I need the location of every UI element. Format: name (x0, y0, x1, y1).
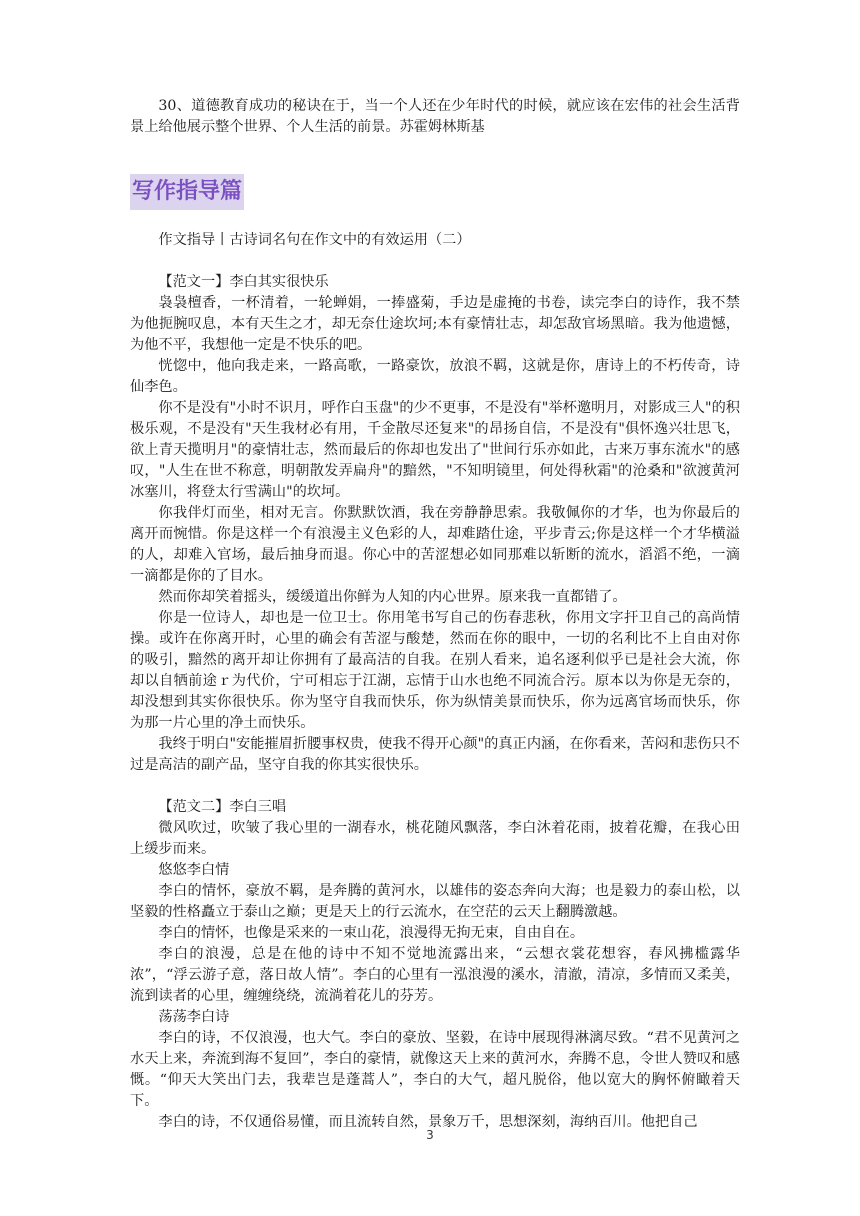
essay-paragraph: 李白的情怀，豪放不羁，是奔腾的黄河水，以雄伟的姿态奔向大海；也是毅力的泰山松，以坚毅的性格矗立于泰山之巅；更是天上的行云流水，在空茫的云天上翻腾激越。 (130, 883, 740, 920)
essay-title: 【范文一】李白其实很快乐 (158, 274, 329, 290)
guide-title: 作文指导丨古诗词名句在作文中的有效运用（二） (158, 232, 471, 248)
quote-30: 30、道德教育成功的秘诀在于，当一个人还在少年时代的时候，就应该在宏伟的社会生活背景上给他展示整个世界、个人生活的前景。苏霍姆林斯基 (130, 98, 740, 135)
essay-1 (130, 272, 740, 776)
essay-title: 【范文二】李白三唱 (158, 799, 287, 815)
essay-paragraph: 然而你却笑着摇头，缓缓道出你鲜为人知的内心世界。原来我一直都错了。 (158, 589, 627, 605)
essay-subheading: 悠悠李白情 (158, 862, 230, 878)
essay-paragraph: 李白的情怀，也像是采来的一束山花，浪漫得无拘无束，自由自在。 (158, 925, 585, 941)
essay-paragraph: 你是一位诗人，却也是一位卫士。你用笔书写自己的伤春悲秋，你用文字扞卫自己的高尚情操。或许在你离开时，心里的确会有苦涩与酸楚，然而在你的眼中，一切的名利比不上自由对你的吸引，黯然的离开却让你拥有了最高洁的自我。在别人看来，追名逐利似乎已是社会大流，你却以自牺前途ｒ为代价，宁可相忘于江湖，忘情于山水也绝不同流合污。原本以为你是无奈的，却没想到其实你很快乐。你为坚守自我而快乐，你为纵情美景而快乐，你为远离官场而快乐，你为那一片心里的净土而快乐。 (130, 610, 740, 731)
essay-paragraph: 我终于明白"安能摧眉折腰事权贵，使我不得开心颜"的真正内涵，在你看来，苦闷和悲伤只不过是高洁的副产品，坚守自我的你其实很快乐。 (130, 736, 740, 773)
essay-2 (130, 797, 740, 1133)
essay-paragraph: 李白的浪漫，总是在他的诗中不知不觉地流露出来，“云想衣裳花想容，春风拂槛露华浓”，“浮云游子意，落日故人情”。李白的心里有一泓浪漫的溪水，清澈，清凉，多情而又柔美，流到读者的心里，缠缠绕绕，流淌着花儿的芬芳。 (130, 946, 740, 1004)
essay-subheading: 荡荡李白诗 (158, 1009, 230, 1025)
essay-paragraph: 你我伴灯而坐，相对无言。你默默饮酒，我在旁静静思索。我敬佩你的才华，也为你最后的离开而惋惜。你是这样一个有浪漫主义色彩的人，却难踏仕途，平步青云;你是这样一个才华横溢的人，却难入官场，最后抽身而退。你心中的苦涩想必如同那难以斩断的流水，滔滔不绝，一滴一滴都是你的了目水。 (130, 505, 740, 584)
page-content (130, 96, 740, 1133)
essay-paragraph: 恍惚中，他向我走来，一路高歌，一路豪饮，放浪不羁，这就是你，唐诗上的不朽传奇，诗仙李色。 (130, 358, 740, 395)
essay-paragraph: 袅袅檀香，一杯清着，一轮蝉娟，一捧盛菊，手边是虚掩的书卷，读完李白的诗作，我不禁为他扼腕叹息，本有天生之才，却无奈仕途坎坷;本有豪情壮志，却怎敌官场黑暗。我为他遗憾，为他不平，我想他一定是不快乐的吧。 (130, 295, 740, 353)
section-heading: 写作指导篇 (130, 174, 244, 210)
page-number: 3 (426, 1128, 434, 1142)
essay-paragraph: 你不是没有"小时不识月，呼作白玉盘"的少不更事，不是没有"举杯邀明月，对影成三人"的积极乐观，不是没有"天生我材必有用，千金散尽还复来"的昂扬自信，不是没有"俱怀逸兴壮思飞，欲上青天揽明月"的豪情壮志，然而最后的你却也发出了"世间行乐亦如此，古来万事东流水"的感叹，"人生在世不称意，明朝散发弄扁舟"的黯然，"不知明镜里，何处得秋霜"的沧桑和"欲渡黄河冰塞川，将登太行雪满山"的坎坷。 (130, 400, 740, 500)
essay-paragraph: 李白的诗，不仅通俗易懂，而且流转自然，景象万千，思想深刻，海纳百川。他把自己 (158, 1114, 698, 1130)
essay-paragraph: 微风吹过，吹皱了我心里的一湖春水，桃花随风飘落，李白沐着花雨，披着花瓣，在我心田上缓步而来。 (130, 820, 740, 857)
essay-paragraph: 李白的诗，不仅浪漫，也大气。李白的豪放、坚毅，在诗中展现得淋漓尽致。“君不见黄河之水天上来，奔流到海不复回”，李白的豪情，就像这天上来的黄河水，奔腾不息，令世人赞叹和感慨。“仰天大笑出门去，我辈岂是蓬蒿人”，李白的大气，超凡脱俗，他以宽大的胸怀俯瞰着天下。 (130, 1030, 740, 1109)
